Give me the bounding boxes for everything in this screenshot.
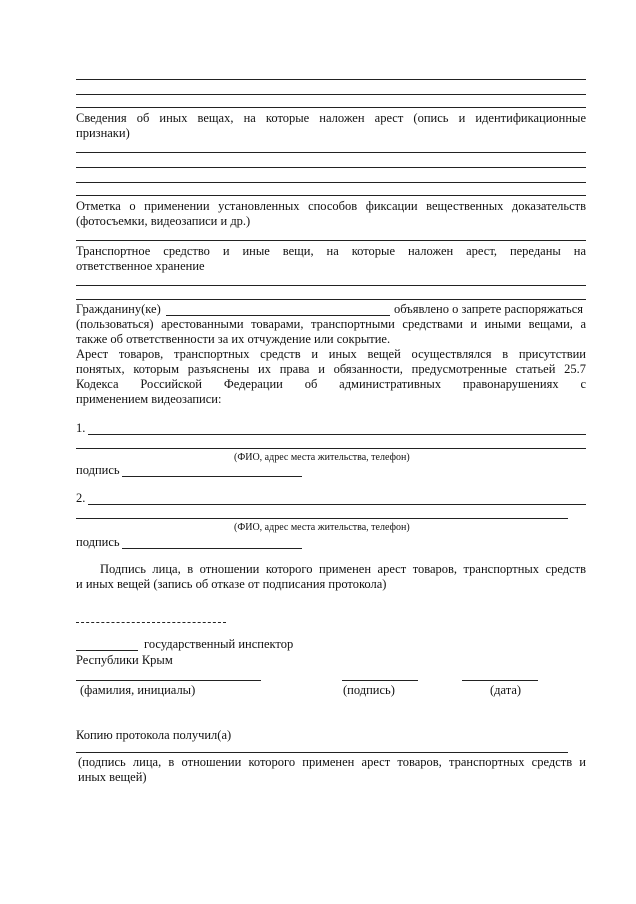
fill-line — [76, 285, 586, 286]
inspector-sign-line[interactable] — [342, 680, 418, 681]
prohibition-text: (пользоваться) арестованными товарами, транспортными средствами и иными вещами, а также об ответственности за их отчуждение или сокрытие. — [76, 317, 586, 346]
witness-number: 1. — [76, 421, 86, 435]
other-items-label: Сведения об иных вещах, на которые наложен арест (опись и идентификационные признаки) — [76, 111, 586, 140]
witness-caption: (ФИО, адрес места жительства, телефон) — [234, 522, 410, 533]
signature-line[interactable] — [122, 476, 302, 477]
witness-number: 2. — [76, 491, 86, 505]
witness-info-line[interactable] — [76, 518, 568, 519]
fill-line — [76, 299, 586, 300]
signature-label: подпись — [76, 463, 120, 477]
inspector-rank-line[interactable] — [76, 650, 138, 651]
fill-line — [76, 79, 586, 80]
witness-caption: (ФИО, адрес места жительства, телефон) — [234, 452, 410, 463]
prohibition-suffix: объявлено о запрете распоряжаться — [394, 302, 584, 316]
prohibition-prefix: Гражданину(ке) — [76, 302, 161, 316]
witness-info-line[interactable] — [88, 504, 586, 505]
copy-received-label: Копию протокола получил(а) — [76, 728, 232, 742]
witness-info-line[interactable] — [88, 434, 586, 435]
fill-line — [76, 107, 586, 108]
fill-line — [76, 152, 586, 153]
caption-date: (дата) — [490, 683, 522, 697]
fixation-label: Отметка о применении установленных способов фиксации вещественных доказательств (фотосъемки, видеозаписи и др.) — [76, 199, 586, 228]
witness-info-line[interactable] — [76, 448, 586, 449]
fill-line — [76, 182, 586, 183]
caption-sign: (подпись) — [343, 683, 395, 697]
caption-name: (фамилия, инициалы) — [80, 683, 196, 697]
fill-line — [76, 94, 586, 95]
signature-line[interactable] — [122, 548, 302, 549]
copy-received-caption: (подпись лица, в отношении которого применен арест товаров, транспортных средств и иных вещей) — [78, 755, 586, 784]
presence-text: Арест товаров, транспортных средств и иных вещей осуществлялся в присутствии понятых, которым разъяснены их права и обязанности, предусмотренные статьей 25.7 Кодекса Российской Федерации об административных правонарушениях с применением видеозаписи: — [76, 347, 586, 406]
inspector-date-line[interactable] — [462, 680, 538, 681]
fill-line — [76, 195, 586, 196]
fill-line — [76, 240, 586, 241]
inspector-title: государственный инспектор — [144, 637, 294, 651]
inspector-name-line[interactable] — [76, 680, 261, 681]
inspector-region: Республики Крым — [76, 653, 173, 667]
citizen-name-line — [166, 315, 390, 316]
signature-label: подпись — [76, 535, 120, 549]
person-signature-line[interactable] — [76, 622, 226, 623]
copy-received-line[interactable] — [76, 752, 568, 753]
person-signature-text: Подпись лица, в отношении которого применен арест товаров, транспортных средств и иных вещей (запись об отказе от подписания протокола) — [76, 562, 586, 591]
fill-line — [76, 167, 586, 168]
custody-label: Транспортное средство и иные вещи, на которые наложен арест, переданы на ответственное хранение — [76, 244, 586, 273]
